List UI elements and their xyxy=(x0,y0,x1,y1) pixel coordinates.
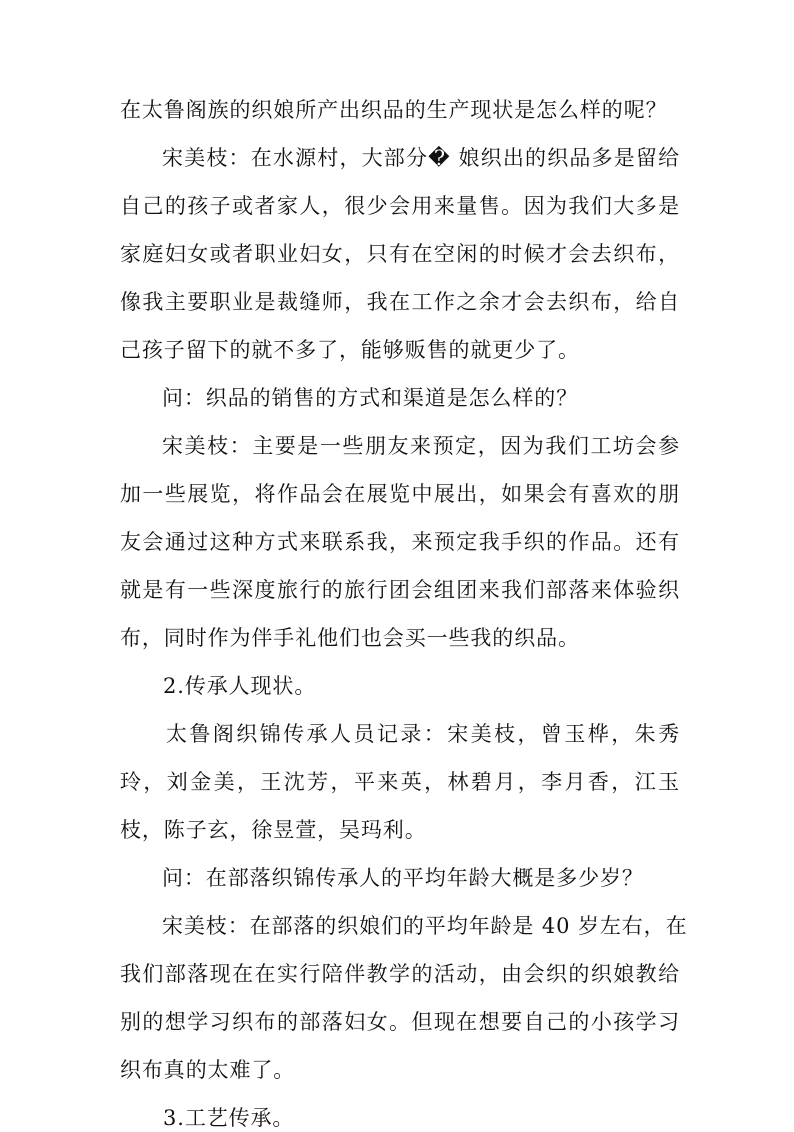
question-line-sales: 问：织品的销售的方式和渠道是怎么样的？ xyxy=(162,386,579,410)
age-answer-line-1: 宋美枝：在部落的织娘们的平均年龄是 40 岁左右，在 xyxy=(162,914,688,938)
age-answer-line-2: 我们部落现在在实行陪伴教学的活动，由会织的织娘教给 xyxy=(120,962,680,986)
answer-line-2: 自己的孩子或者家人，很少会用来量售。因为我们大多是 xyxy=(120,194,680,218)
inheritor-record-line-1: 太鲁阁织锦传承人员记录：宋美枝，曾玉桦，朱秀 xyxy=(166,722,680,746)
sales-answer-line-2: 加一些展览，将作品会在展览中展出，如果会有喜欢的朋 xyxy=(120,482,680,506)
inheritor-record-line-2: 玲，刘金美，王沈芳，平来英，林碧月，李月香，江玉 xyxy=(120,770,680,794)
answer-line-3: 家庭妇女或者职业妇女，只有在空闲的时候才会去织布， xyxy=(120,242,680,266)
sales-answer-line-5: 布，同时作为伴手礼他们也会买一些我的织品。 xyxy=(120,626,580,650)
answer-line-4: 像我主要职业是裁缝师，我在工作之余才会去织布，给自 xyxy=(120,290,680,314)
answer-line-1: 宋美枝：在水源村，大部分� 娘织出的织品多是留给 xyxy=(162,146,680,170)
paragraph-line-1: 在太鲁阁族的织娘所产出织品的生产现状是怎么样的呢？ xyxy=(120,98,668,122)
question-line-age: 问：在部落织锦传承人的平均年龄大概是多少岁？ xyxy=(162,866,644,890)
age-answer-line-4: 织布真的太难了。 xyxy=(120,1058,296,1082)
answer-line-5: 己孩子留下的就不多了，能够贩售的就更少了。 xyxy=(120,338,580,362)
sales-answer-line-1: 宋美枝：主要是一些朋友来预定，因为我们工坊会参 xyxy=(162,434,680,458)
section-heading-2: 2.传承人现状。 xyxy=(163,674,317,698)
section-heading-3: 3.工艺传承。 xyxy=(163,1106,295,1130)
sales-answer-line-3: 友会通过这种方式来联系我，来预定我手织的作品。还有 xyxy=(120,530,680,554)
age-answer-line-3: 别的想学习织布的部落妇女。但现在想要自己的小孩学习 xyxy=(120,1010,680,1034)
inheritor-record-line-3: 枝，陈子玄，徐昱萱，吴玛利。 xyxy=(120,818,427,842)
sales-answer-line-4: 就是有一些深度旅行的旅行团会组团来我们部落来体验织 xyxy=(120,578,680,602)
